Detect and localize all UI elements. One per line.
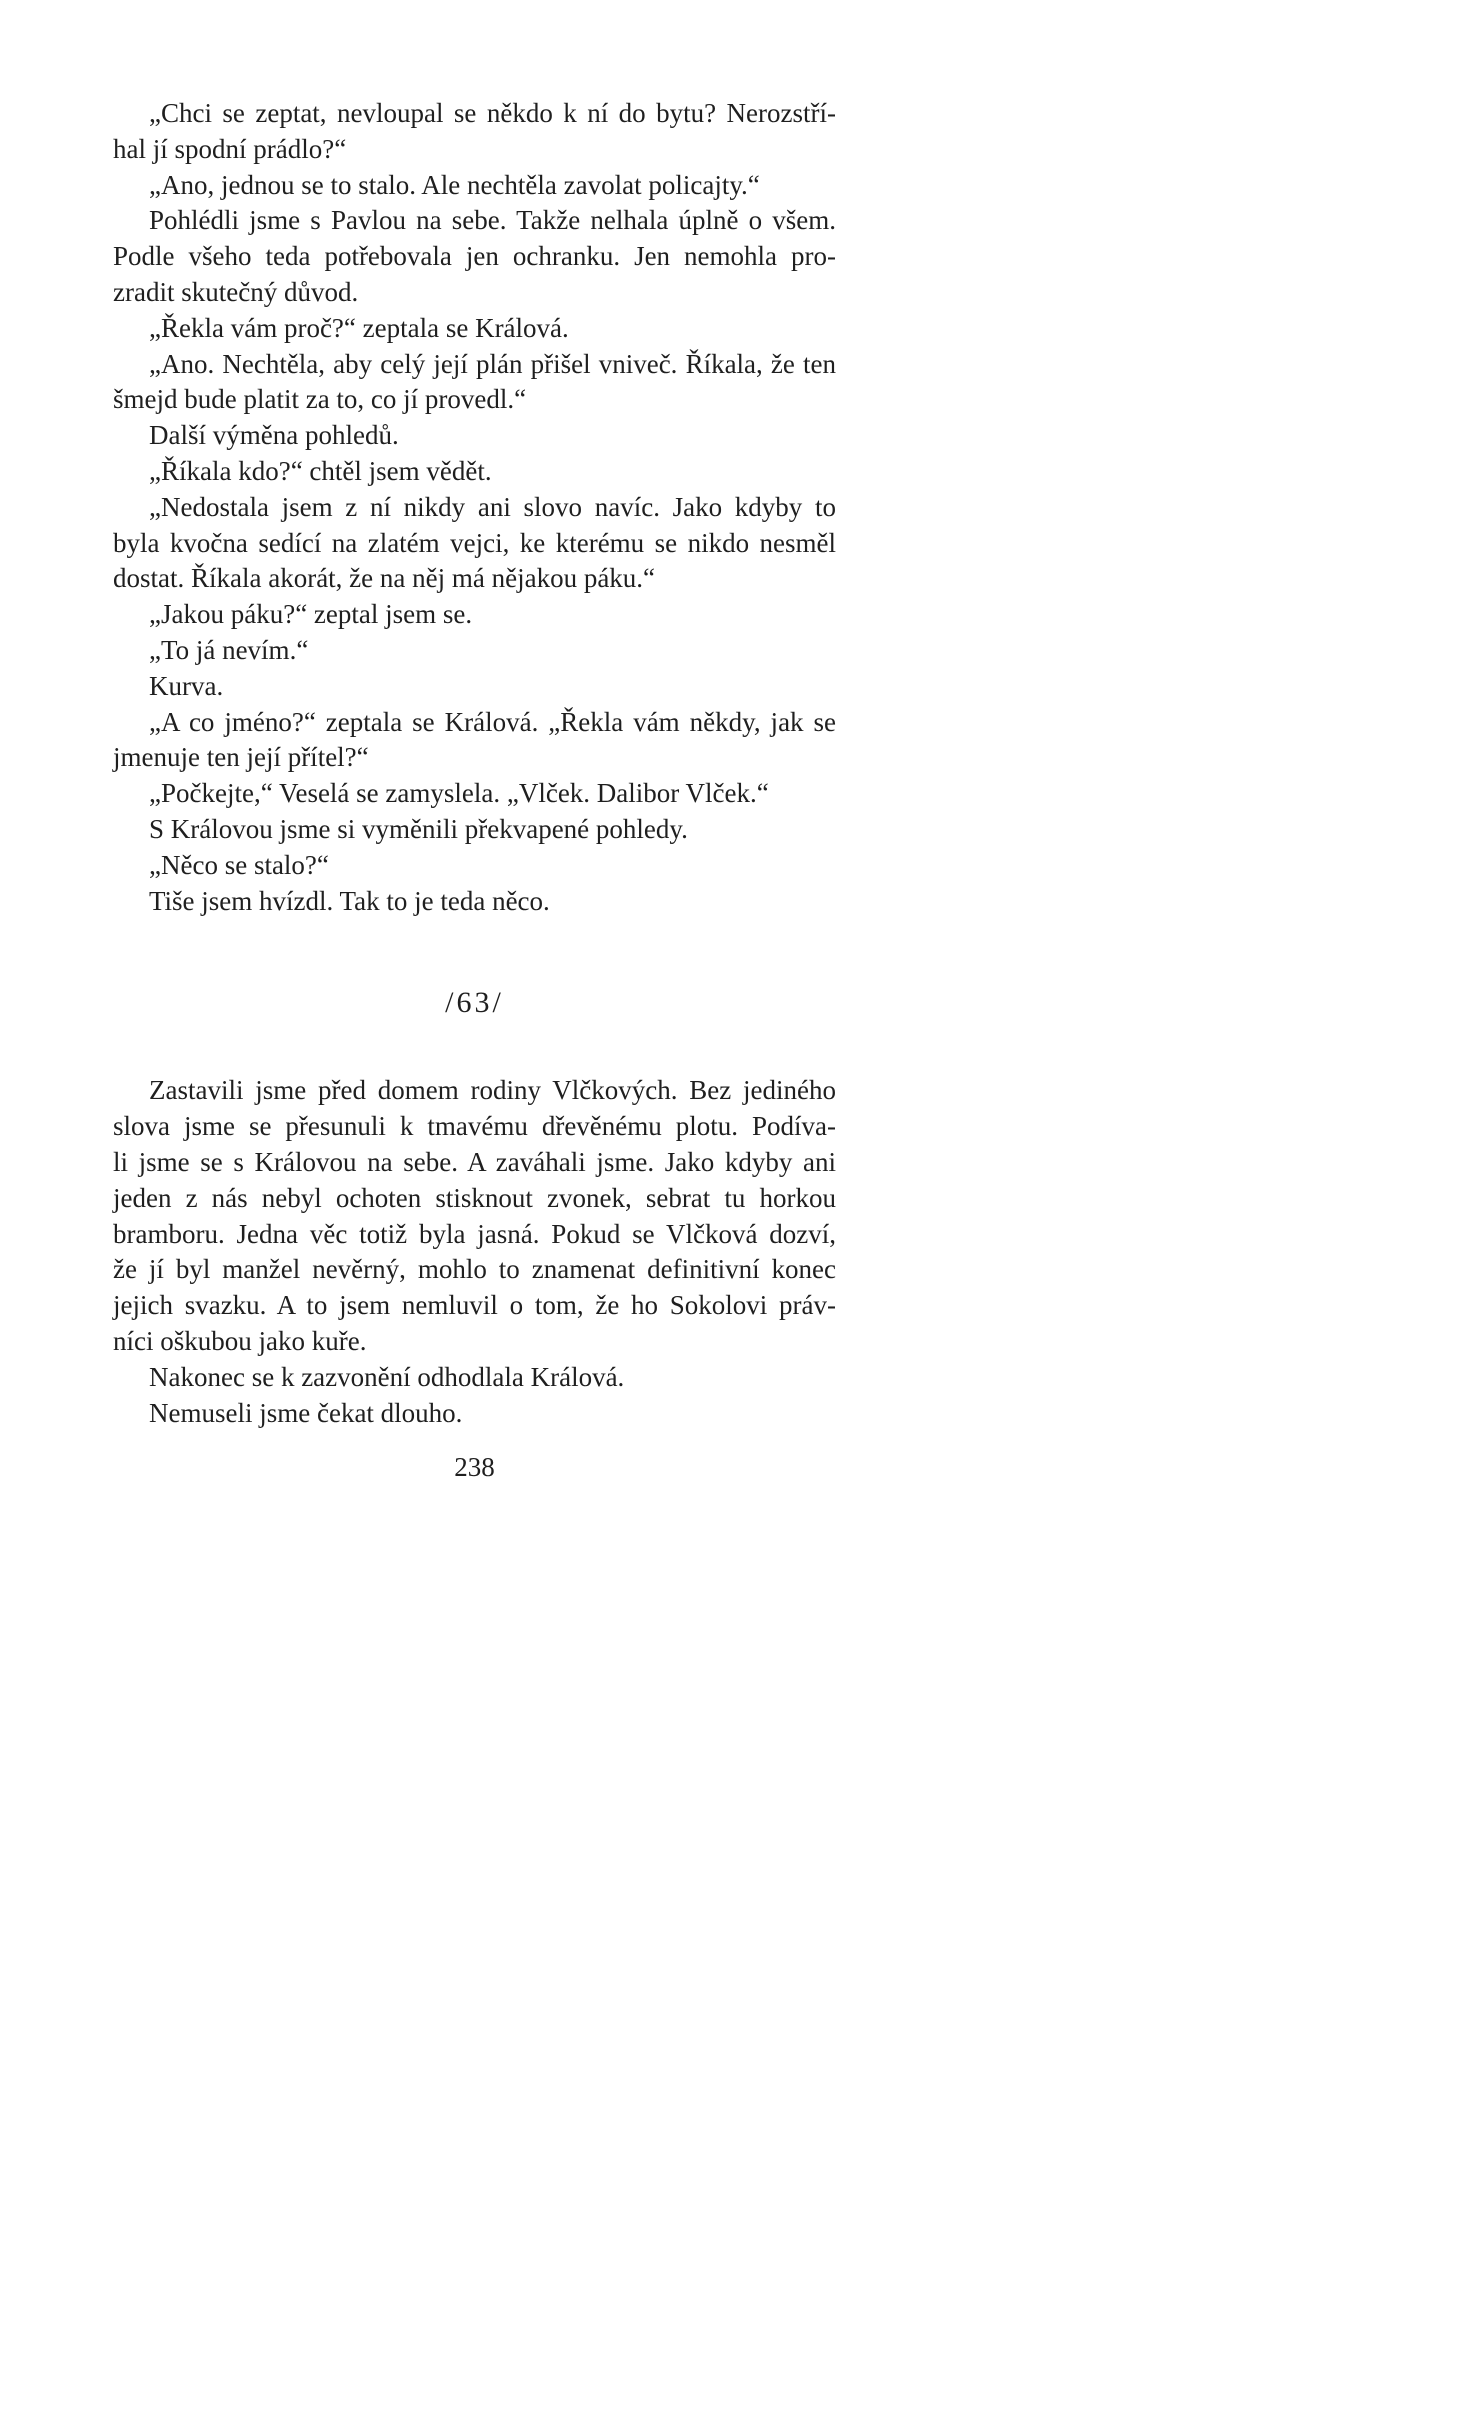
paragraph [113,490,836,597]
paragraph-line: níci oškubou jako kuře. [113,1325,367,1356]
paragraph [113,848,836,884]
paragraph-line: „Ano. Nechtěla, aby celý její plán přišel vniveč. Říkala, že ten [149,348,836,379]
paragraph-line: hal jí spodní prádlo?“ [113,133,347,164]
paragraph-line: „A co jméno?“ zeptala se Králová. „Řekla vám někdy, jak se [149,706,836,737]
paragraph-line: byla kvočna sedící na zlatém vejci, ke kterému se nikdo nesměl [113,527,836,558]
paragraph-line: jejich svazku. A to jsem nemluvil o tom, že ho Sokolovi práv- [113,1290,836,1321]
paragraph-line: jmenuje ten její přítel?“ [113,742,369,773]
paragraph-line: li jsme se s Královou na sebe. A zaváhali jsme. Jako kdyby ani [113,1146,836,1177]
paragraph-line: Kurva. [149,670,224,701]
text-block-2 [113,1073,836,1431]
paragraph [113,1360,836,1396]
text-block-1 [113,96,836,919]
paragraph-line: S Královou jsme si vyměnili překvapené pohledy. [149,813,688,844]
paragraph-line: „Chci se zeptat, nevloupal se někdo k ní do bytu? Nerozstří- [149,98,836,128]
paragraph-line: Podle všeho teda potřebovala jen ochranku. Jen nemohla pro- [113,241,836,272]
paragraph [113,669,836,705]
paragraph-line: že jí byl manžel nevěrný, mohlo to znamenat definitivní konec [113,1254,836,1285]
paragraph-line: „Nedostala jsem z ní nikdy ani slovo navíc. Jako kdyby to [149,491,836,522]
paragraph-line: Nakonec se k zazvonění odhodlala Králová. [149,1361,625,1392]
paragraph-line: šmejd bude platit za to, co jí provedl.“ [113,384,527,415]
paragraph [113,168,836,204]
paragraph-line: jeden z nás nebyl ochoten stisknout zvonek, sebrat tu horkou [113,1182,836,1213]
paragraph-line: Tiše jsem hvízdl. Tak to je teda něco. [149,885,550,916]
paragraph [113,776,836,812]
paragraph [113,597,836,633]
section-heading: /63/ [445,986,504,1020]
paragraph [113,1396,836,1432]
paragraph [113,454,836,490]
paragraph-line: dostat. Říkala akorát, že na něj má nějakou páku.“ [113,563,656,594]
paragraph-line: Pohlédli jsme s Pavlou na sebe. Takže nelhala úplně o všem. [149,205,836,236]
paragraph-line: bramboru. Jedna věc totiž byla jasná. Pokud se Vlčková dozví, [113,1218,836,1249]
paragraph-line: Nemuseli jsme čekat dlouho. [149,1397,463,1428]
paragraph-line: zradit skutečný důvod. [113,276,359,307]
paragraph-line: „Říkala kdo?“ chtěl jsem vědět. [149,455,492,486]
paragraph-line: „Něco se stalo?“ [149,849,329,880]
paragraph-line: „Ano, jednou se to stalo. Ale nechtěla zavolat policajty.“ [149,169,760,200]
paragraph-line: Další výměna pohledů. [149,420,399,451]
paragraph [113,884,836,920]
paragraph-line: slova jsme se přesunuli k tmavému dřevěnému plotu. Podíva- [113,1111,836,1142]
paragraph [113,96,836,168]
page-content [113,0,836,1485]
paragraph [113,1073,836,1359]
paragraph-line: „Řekla vám proč?“ zeptala se Králová. [149,312,569,343]
paragraph-line: Zastavili jsme před domem rodiny Vlčkových. Bez jediného [149,1075,836,1106]
paragraph-line: „Jakou páku?“ zeptal jsem se. [149,599,473,630]
paragraph [113,203,836,310]
paragraph [113,347,836,419]
paragraph [113,311,836,347]
paragraph [113,705,836,777]
paragraph [113,633,836,669]
paragraph-line: „To já nevím.“ [149,634,309,665]
page-number: 238 [454,1452,495,1483]
paragraph [113,418,836,454]
paragraph-line: „Počkejte,“ Veselá se zamyslela. „Vlček. Dalibor Vlček.“ [149,778,769,809]
paragraph [113,812,836,848]
